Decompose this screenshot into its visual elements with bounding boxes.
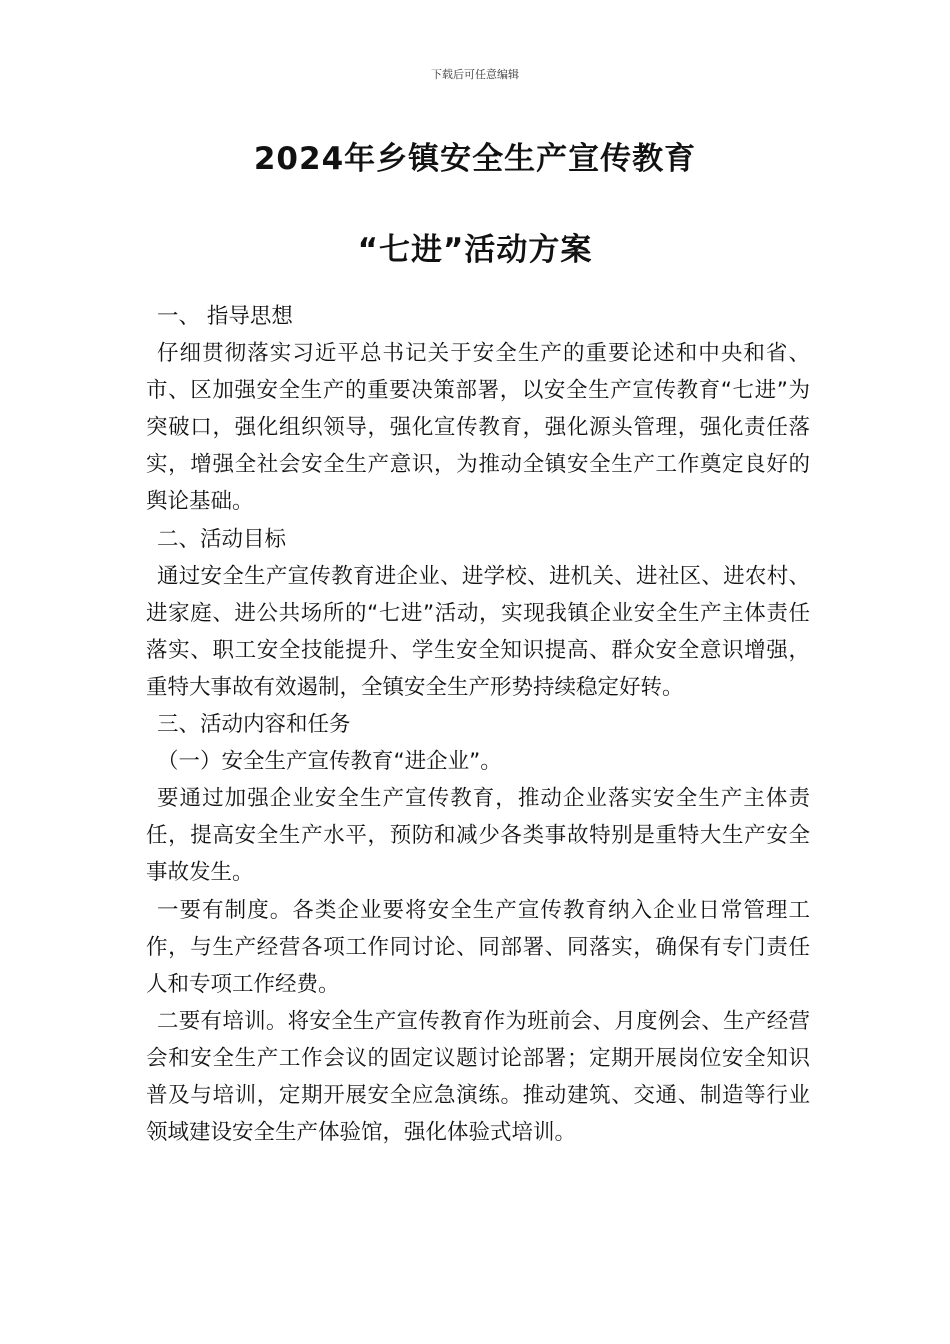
- section-heading-activity-goals: 二、活动目标: [157, 526, 287, 552]
- paragraph-system-requirement: 一要有制度。各类企业要将安全生产宣传教育纳入企业日常管理工作，与生产经营各项工作同讨论、同部署、同落实，确保有专门责任人和专项工作经费。: [146, 897, 810, 997]
- paragraph-training-requirement: 二要有培训。将安全生产宣传教育作为班前会、月度例会、生产经营会和安全生产工作会议的固定议题讨论部署；定期开展岗位安全知识普及与培训，定期开展安全应急演练。推动建筑、交通、制造等行业领域建设安全生产体验馆，强化体验式培训。: [146, 1008, 810, 1146]
- section-heading-content-tasks: 三、活动内容和任务: [157, 712, 351, 738]
- document-title-line-1: 2024年乡镇安全生产宣传教育: [253, 141, 697, 177]
- section-heading-guiding-ideology: 一、 指导思想: [157, 304, 293, 329]
- subsection-heading-enterprise: （一）安全生产宣传教育“进企业”。: [157, 749, 502, 775]
- document-title-line-2: “七进”活动方案: [357, 232, 593, 268]
- paragraph-guiding-ideology: 仔细贯彻落实习近平总书记关于安全生产的重要论述和中央和省、市、区加强安全生产的重要决策部署，以安全生产宣传教育“七进”为突破口，强化组织领导，强化宣传教育，强化源头管理，强化责任落实，增强全社会安全生产意识，为推动全镇安全生产工作奠定良好的舆论基础。: [146, 341, 810, 515]
- paragraph-enterprise-intro: 要通过加强企业安全生产宣传教育，推动企业落实安全生产主体责任，提高安全生产水平，预防和减少各类事故特别是重特大生产安全事故发生。: [146, 786, 810, 886]
- document-body: [146, 298, 810, 1151]
- header-note: 下载后可任意编辑: [431, 68, 519, 81]
- paragraph-activity-goals: 通过安全生产宣传教育进企业、进学校、进机关、进社区、进农村、进家庭、进公共场所的“七进”活动，实现我镇企业安全生产主体责任落实、职工安全技能提升、学生安全知识提高、群众安全意识增强，重特大事故有效遏制，全镇安全生产形势持续稳定好转。: [146, 563, 810, 700]
